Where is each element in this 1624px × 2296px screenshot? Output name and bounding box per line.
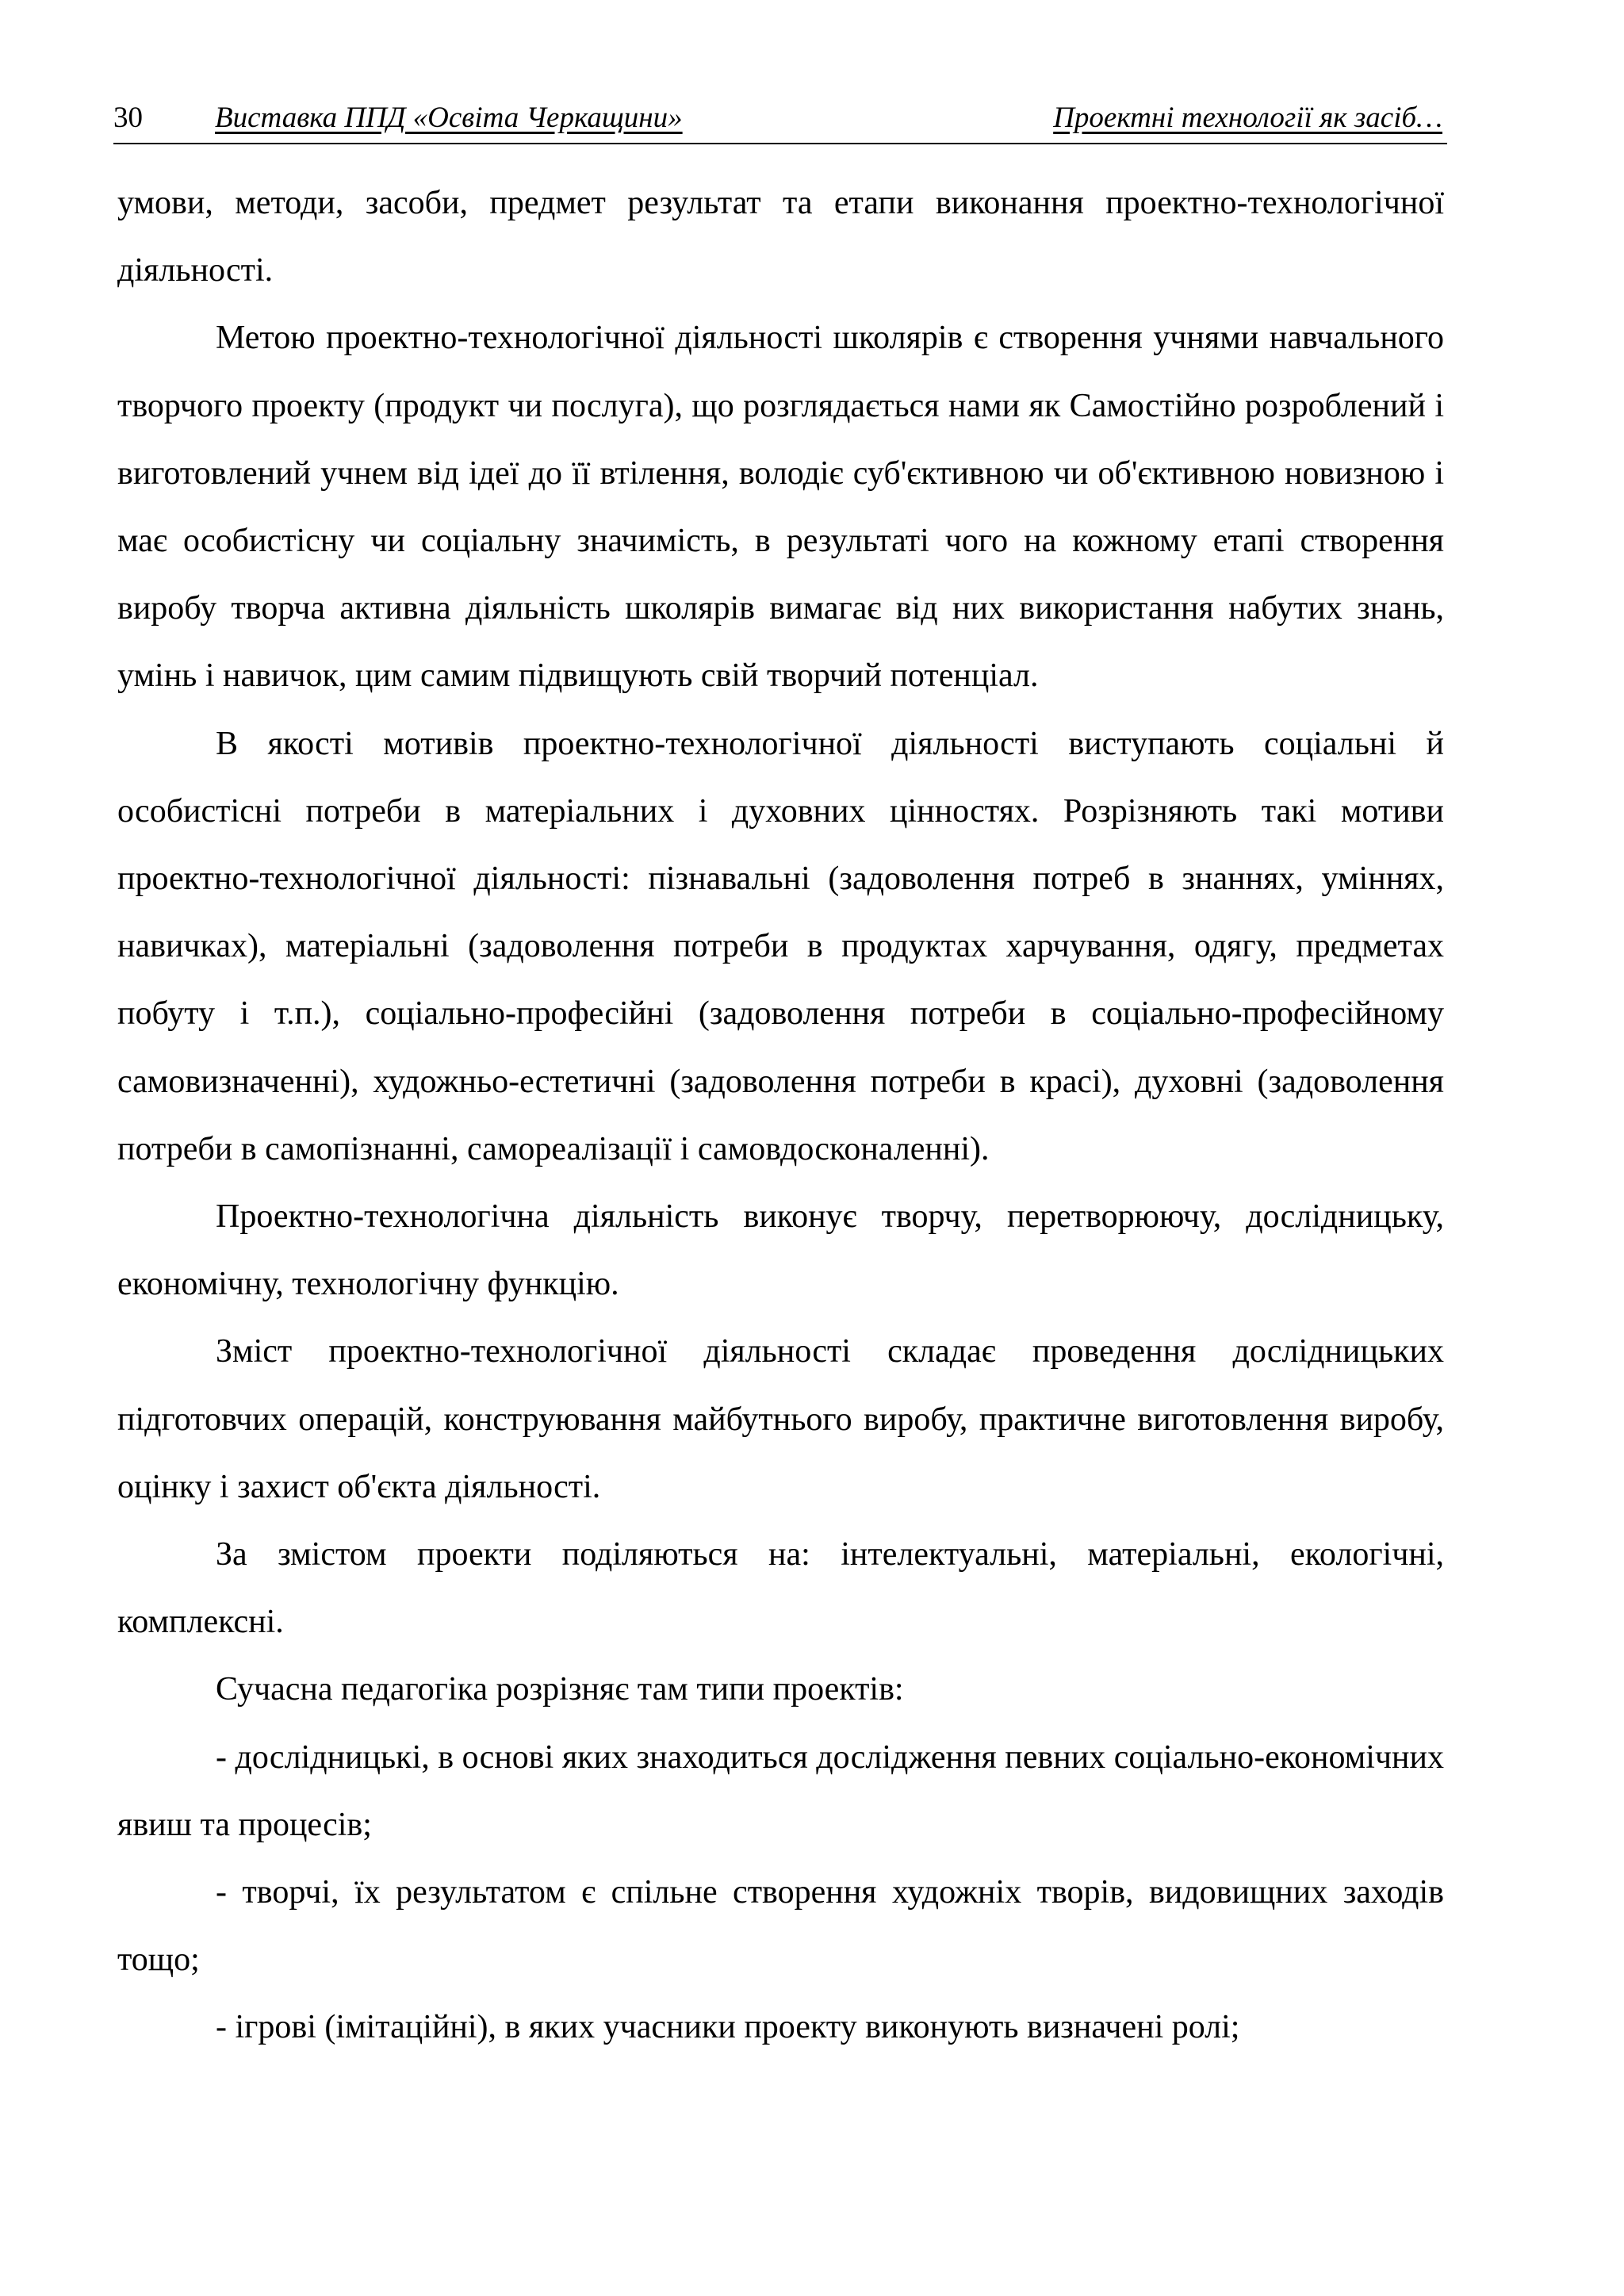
paragraph: За змістом проекти поділяються на: інтелектуальні, матеріальні, екологічні, комплексні.: [117, 1536, 1444, 1641]
body-text: [117, 170, 1444, 2062]
paragraph-continuation: умови, методи, засоби, предмет результат та етапи виконання проектно-технологічної діяльності.: [117, 185, 1444, 289]
paragraph: Зміст проектно-технологічної діяльності складає проведення дослідницьких підготовчих операцій, конструювання майбутнього виробу, практичне виготовлення виробу, оцінку і захист об'єкта діяльності.: [117, 1333, 1444, 1505]
section-title: Проектні технології як засіб…: [1053, 102, 1442, 134]
running-header: [113, 94, 1447, 144]
paragraph: Сучасна педагогіка розрізняє там типи проектів:: [216, 1671, 904, 1708]
list-item: - творчі, їх результатом є спільне створення художніх творів, видовищних заходів тощо;: [117, 1874, 1444, 1979]
page-number: 30: [113, 102, 143, 134]
list-item: - ігрові (імітаційні), в яких учасники проекту виконують визначені ролі;: [216, 2009, 1240, 2046]
edition-title: Виставка ППД «Освіта Черкащини»: [215, 102, 683, 134]
paragraph: Метою проектно-технологічної діяльності школярів є створення учнями навчального творчого проекту (продукт чи послуга), що розглядається нами як Самостійно розроблений і виготовлений учнем від ідеї до її втілення, володіє суб'єктивною чи об'єктивною новизною і має особистісну чи соціальну значимість, в результаті чого на кожному етапі створення виробу творча активна діяльність школярів вимагає від них використання набутих знань, умінь і навичок, цим самим підвищують свій творчий потенціал.: [117, 320, 1444, 695]
paragraph: В якості мотивів проектно-технологічної діяльності виступають соціальні й особистісні потреби в матеріальних і духовних цінностях. Розрізняють такі мотиви проектно-технологічної діяльності: пізнавальні (задоволення потреб в знаннях, уміннях, навичках), матеріальні (задоволення потреби в продуктах харчування, одягу, предметах побуту і т.п.), соціально-професійні (задоволення потреби в соціально-професійному самовизначенні), художньо-естетичні (задоволення потреби в красі), духовні (задоволення потреби в самопізнанні, самореалізації і самовдосконаленні).: [117, 725, 1444, 1167]
paragraph: Проектно-технологічна діяльність виконує творчу, перетворюючу, дослідницьку, економічну, технологічну функцію.: [117, 1198, 1444, 1303]
list-item: - дослідницькі, в основі яких знаходиться дослідження певних соціально-економічних явиш та процесів;: [117, 1738, 1444, 1843]
